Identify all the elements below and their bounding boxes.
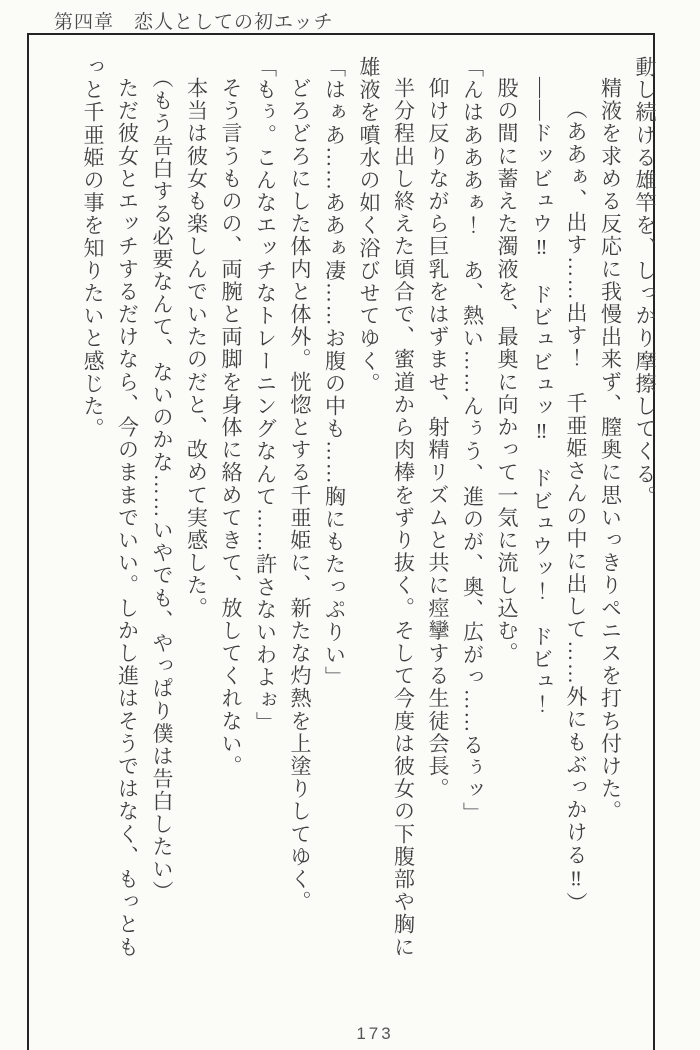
text-line: 股の間に蓄えた濁液を、最奥に向かって一気に流し込む。 (495, 77, 519, 665)
chapter-running-head: 第四章 恋人としての初エッチ (54, 12, 334, 33)
text-line: 半分程出し終えた頃合で、蜜道から肉棒をずり抜く。そして今度は彼女の下腹部や胸に (391, 77, 416, 959)
text-line: っと千亜姫の事を知りたいと感じた。 (81, 56, 105, 441)
text-line: どろどろにした体内と体外。恍惚とする千亜姫に、新たな灼熱を上塗りしてゆく。 (288, 77, 312, 914)
text-line: 「んはあああぁ！ あ、熱い……んぅう、進のが、奥、広がっ……るぅッ」 (460, 56, 485, 825)
text-line: 雄液を噴水の如く浴びせてゆく。 (357, 56, 381, 395)
text-line: 本当は彼女も楽しんでいたのだと、改めて実感した。 (184, 77, 209, 620)
text-line: ――ドッビュウ‼ ドビュビュッ‼ ドビュウッ！ ドビュ！ (529, 77, 554, 716)
text-line: 「はぁあ……ああぁ凄……お腹の中も……胸にもたっぷりい」 (322, 56, 347, 689)
text-line: （ああぁ、出す……出す！ 千亜姫さんの中に出して……外にもぶっかける‼） (564, 98, 588, 915)
text-line: 仰け反りながら巨乳をはずませ、射精リズムと共に痙攣する生徒会長。 (426, 77, 450, 801)
text-line: 「もぅ。こんなエッチなトレーニングなんて……許さないわよぉ」 (253, 56, 278, 734)
vertical-text-block (76, 56, 663, 994)
text-line: （もう告白する必要なんて、ないのかな……いやでも、やっぱり僕は告白したい） (150, 66, 174, 903)
text-line: 精液を求める反応に我慢出来ず、膣奥に思いっきりペニスを打ち付けた。 (598, 77, 623, 823)
text-line: ただ彼女とエッチするだけなら、今のままでいい。しかし進はそうではなく、もっとも (115, 77, 140, 959)
text-line: そう言うものの、両腕と両脚を身体に絡めてきて、放してくれない。 (219, 77, 243, 778)
text-line: 動し続ける雄竿を、しっかり摩擦してくる。 (633, 56, 657, 508)
page-number: 173 (356, 1024, 394, 1043)
